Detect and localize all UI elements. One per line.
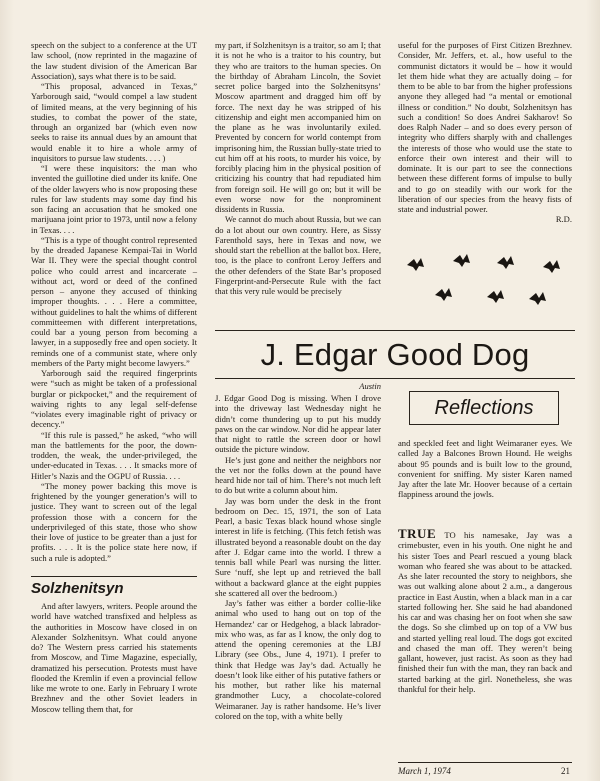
reflections-label: Reflections [434,396,534,419]
column-3-text [398,40,572,225]
article-paragraph: Jay’s father was either a border collie-like animal who used to hang out on top of the Hernandez’ car or Hedgehog, a black labrador-mix who was, as far as I know, the only dog to attend the opening ceremonies at the LBJ Library (see Obs., June 4, 1971). I prefer to think that Hedge was Jay’s dad. Actually he doesn’t look like either of his putative fathers or his mother, but rather like his maternal grandmother Lucy, a chocolate-colored Weimaraner. Jay is rather handsome. He’s liver colored on the top, with a white belly [215,598,381,721]
article-paragraph: He’s just gone and neither the neighbors nor the vet nor the folks down at the pound have heard hide nor tail of him. There’s not much left to do but write a column about him. [215,454,381,496]
article-column-3-text [398,438,572,500]
column-3-paragraph: useful for the purposes of First Citizen Brezhnev. Consider, Mr. Jeffers, et. al., how useful to the communist dictators it would be – how it would let them hide what they are actually doing – for them to be able to bar from the higher professions anyone they alleged had “a mental or emotional illness or condition.” No doubt, Solzhenitsyn has such a condition! So does Andrei Sakharov! So does Ralph Nader – and so does every person of integrity who differs sharply with and challenges the interests of those who would use the state to enforce their own interest and their will to dominate. It is our part to see the connections between these different forms of impulse to bully and to go on steadily with our work for the liberation of our species from the heavy fists of state and industrial power. [398,40,572,214]
solzhenitsyn-paragraph: And after lawyers, writers. People around the world have watched transfixed and helpless as the authorities in Moscow have closed in on Alexander Solzhenitsyn. What could anyone do? The Western press carried his statements from Moscow, and Time Magazine, especially, dramatized his persecution. Protests must have flooded the Kremlin if even a provincial fellow like me wrote to one. Early in February I wrote Brezhnev and the other Soviet leaders in Moscow telling them that, for [31,601,197,714]
bird-shape [529,292,546,305]
dropcap: TRUE [398,526,437,541]
bird-shape [435,288,452,301]
bird-shape [487,290,504,303]
title-bottom-rule [215,378,575,379]
column-1-text [31,40,197,563]
article-title: J. Edgar Good Dog [260,337,530,372]
bird-shape [543,260,560,273]
article-byline: Austin [359,381,381,391]
column-1-continued-text [31,601,197,714]
article-col3-paragraph: and speckled feet and light Weimaraner eyes. We called Jay a Balcones Brown Hound. He weighs about 95 pounds and is built low to the ground, convenient for sniffing. My sister Karen named Jay after the late Mr. Hoover because of a certain flappiness around the jowls. [398,438,572,500]
title-top-rule [215,330,575,331]
article-column-3-continued [398,526,572,694]
article-column-text [215,393,381,721]
column-1-paragraph: “I were these inquisitors: the man who invented the guillotine died under its knife. One of the older lawyers who is now proposing these rules for law students may some day find his son facing an accusation that he smoked one marijuana joint prior to 1973, until now a felony in Texas. . . . [31,163,197,235]
column-2-text [215,40,381,296]
column-1-paragraph: Yarborough said the required fingerprints were “such as might be taken of a professional burglar or pickpocket,” and the requirement of waiving rights to any legal self-defense “violates every imaginable right of privacy or decency.” [31,368,197,430]
page-footer [398,762,572,777]
dropcap-paragraph [398,526,572,694]
column-1-paragraph: “The money power backing this move is frightened by the younger generation’s will to justice. They want to screen out of the legal profession those with a concern for the underprivileged of this state, those who show their love of justice to be greater than a just for profits. . . . It is the police state here now, if such a rule is adopted.” [31,480,197,563]
bird-shape [407,258,424,271]
article-paragraph: Jay was born under the desk in the front bedroom on Dec. 15, 1971, the son of Lata Pearl, a basic Texas black hound whose single interest in life is fetching. (This fetch fetish was illustrated beyond a reasonable doubt on the day after J. Edgar came into the world. I threw a tennis ball while Pearl was nursing the litter. Sure ‘nuff, she lept up and retrieved the ball without a backward glance at the eight puppies she scattered all over the bedroom.) [215,495,381,598]
bird-shape [497,256,514,269]
column-1-paragraph: speech on the subject to a conference at the UT law school, (now reprinted in the magazine of the law student division of the American Bar Association), says what there is to be said. [31,40,197,81]
editorial-signature: R.D. [555,214,572,225]
reflections-section-box [409,391,559,425]
issue-date: March 1, 1974 [398,766,451,776]
bird-ornament [395,245,575,315]
page-number: 21 [561,766,570,776]
article-paragraph: J. Edgar Good Dog is missing. When I drove into the driveway last Wednesday night he didn’t come thundering up to put his muddy paws on the car window. Nor did he appear later that night to rattle the screen door or howl outside the picture window. [215,393,381,455]
section-heading-solzhenitsyn: Solzhenitsyn [31,576,197,598]
column-2-paragraph: my part, if Solzhenitsyn is a traitor, so am I; that it is not he who is a traitor to his country, but they who are traitors to the human species. On the birthday of Abraham Lincoln, the Soviet secret police barged into the Solzhenitsyns’ Moscow apartment and dragged him off by force. The next day he was stripped of his citizenship and eight men accompanied him on the plane as he was involuntarily exiled. Prevented by concern for world contempt from imprisoning him, the Russian bully-state tried to cut him off at his roots, to murder his voice, by forcibly placing him in the physical position of criticizing his country that had repudiated him from foreign soil. He will go on; but it will be even worse now for the nonprominent dissidents in Russia. [215,40,381,214]
column-1-paragraph: “If this rule is passed,” he asked, “who will man the battlements for the poor, the down-trodden, the weak, the under-privileged, the under-educated in Texas. . . . It smacks more of Hitler’s Nazis and the OGPU of Russia. . . . [31,429,197,481]
column-2-paragraph: We cannot do much about Russia, but we can do a lot about our own country. Here, as Sissy Farenthold says, here in Texas and now, we should start the rebellion at the ballot box. Here, too, is the place to confront Leroy Jeffers and the other defenders of the State Bar’s proposed Fingerprint-and-Persecute Rule with the fact that this very rule would be precisely [215,214,381,296]
column-1-paragraph: “This is a type of thought control represented by the dreaded Japanese Kempai-Tai in World War II. They were the special thought control police who could arrest and incarcerate – without act, word or deed of the confined person – anyone they accused of thinking improper thoughts. . . . Here a committee, without guidelines to halt the whims of different committeemen with different interpretations, could bar a young person from becoming a lawyer, in a supposedly free and open society. It reminds one of a communist state, where only members of the Party might become lawyers.” [31,234,197,368]
dropcap-paragraph-text: TO his namesake, Jay was a crimebuster, even in his youth. One night he and his sister Toes and Pearl rescued a young black woman who feared she was about to be attacked. As she later recounted the story to neighbors, she was out walking alone about 2 a.m., a dangerous practice in East Austin, when a black man in a car started following her. She said he had abandoned his car and was chasing her on foot when she saw the dogs. So she climbed up on top of a VW bus and started yelling real loud. The dogs got excited and chased the man off. They weren’t being gallant, however, just racist. As soon as they had finished their fun with the man, they ran back and started barking at the girl. Nonetheless, she was thankful for their help. [398,530,572,694]
column-1-paragraph: “This proposal, advanced in Texas,” Yarborough said, “would compel a law student of limited means, at the very beginning of his studies, to combat the power of the state, through an organized bar (which even now seeks to raise its annual dues by an amount that would enable it to hire a whole army of inquisitors to pursue law students. . . . ) [31,81,197,163]
bird-shape [453,254,470,267]
